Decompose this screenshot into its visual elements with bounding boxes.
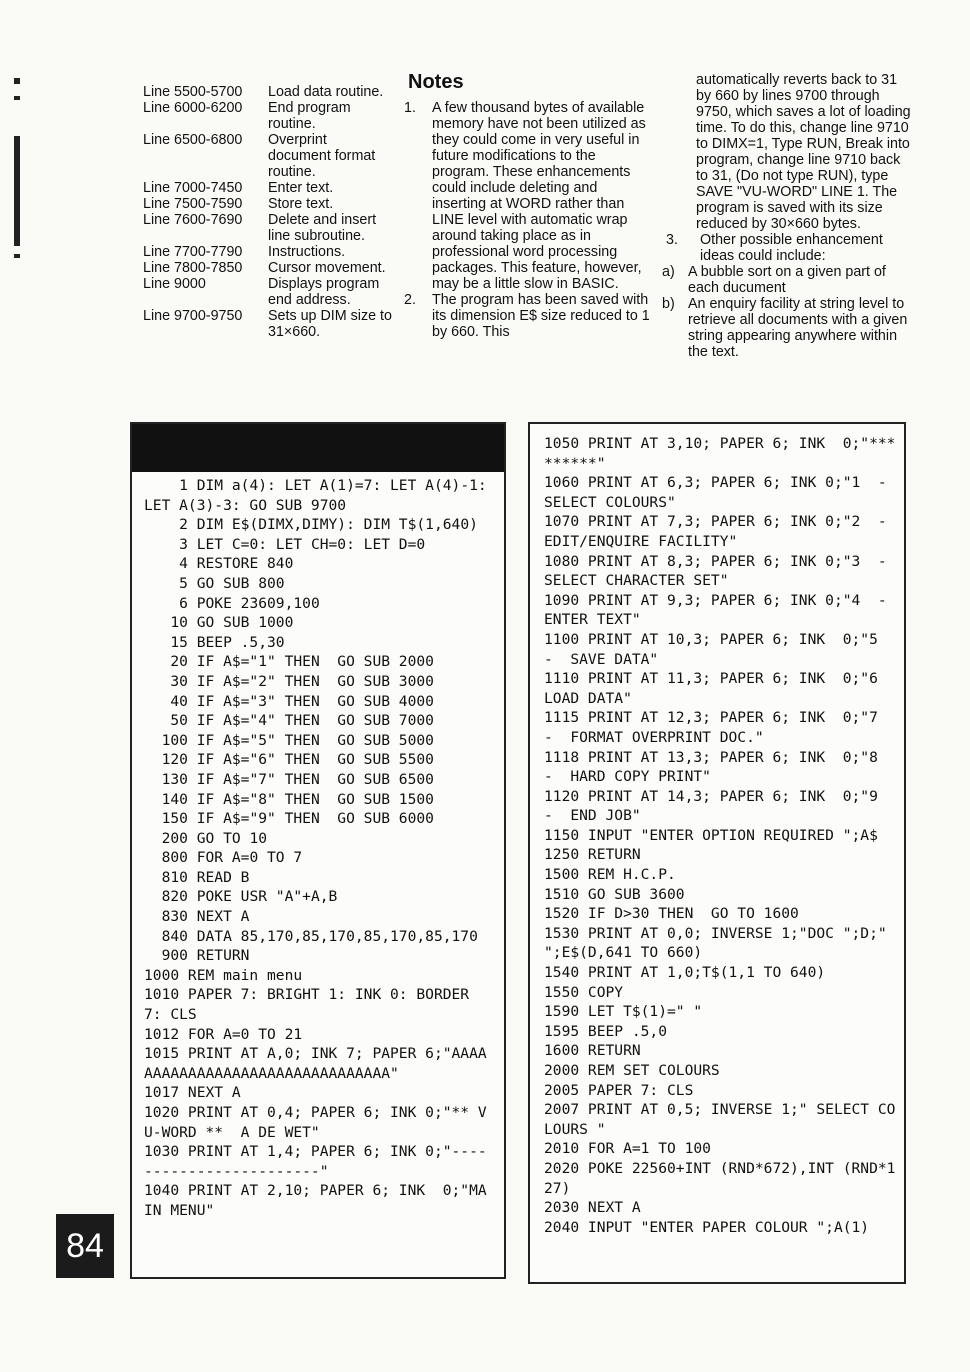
note-1 — [400, 100, 650, 292]
program-listing-left: 1 DIM a(4): LET A(1)=7: LET A(4)-1: LET A(3)-3: GO SUB 9700 2 DIM E$(DIMX,DIMY): DIM T$(1,640) 3 LET C=0: LET CH=0: LET D=0 4 RESTORE 840 5 GO SUB 800 6 POKE 23609,100 10 GO SUB 1000 15 BEEP .5,30 20 IF A$="1" THEN GO SUB 2000 30 IF A$="2" THEN GO SUB 3000 40 IF A$="3" THEN GO SUB 4000 50 IF A$="4" THEN GO SUB 7000 100 IF A$="5" THEN GO SUB 5000 120 IF A$="6" THEN GO SUB 5500 130 IF A$="7" THEN GO SUB 6500 140 IF A$="8" THEN GO SUB 1500 150 IF A$="9" THEN GO SUB 6000 200 GO TO 10 800 FOR A=0 TO 7 810 READ B 820 POKE USR "A"+A,B 830 NEXT A 840 DATA 85,170,85,170,85,170,85,170 900 RETURN 1000 REM main menu 1010 PAPER 7: BRIGHT 1: INK 0: BORDER 7: CLS 1012 FOR A=0 TO 21 1015 PRINT AT A,0; INK 7; PAPER 6;"AAAAAAAAAAAAAAAAAAAAAAAAAAAAAAAA" 1017 NEXT A 1020 PRINT AT 0,4; PAPER 6; INK 0;"** VU-WORD ** A DE WET" 1030 PRINT AT 1,4; PAPER 6; INK 0;"------------------------" 1040 PRINT AT 2,10; PAPER 6; INK 0;"MAIN MENU" — [144, 477, 487, 1219]
line-reference-table — [143, 84, 393, 340]
line-description: Cursor movement. — [268, 260, 386, 276]
table-row — [143, 212, 393, 244]
listing-left-box — [130, 422, 506, 1279]
note-3 — [662, 232, 914, 264]
line-range: Line 9000 — [143, 276, 206, 292]
program-listing-right: 1050 PRINT AT 3,10; PAPER 6; INK 0;"*********" 1060 PRINT AT 6,3; PAPER 6; INK 0;"1 - SELECT COLOURS" 1070 PRINT AT 7,3; PAPER 6; INK 0;"2 - EDIT/ENQUIRE FACILITY" 1080 PRINT AT 8,3; PAPER 6; INK 0;"3 - SELECT CHARACTER SET" 1090 PRINT AT 9,3; PAPER 6; INK 0;"4 - ENTER TEXT" 1100 PRINT AT 10,3; PAPER 6; INK 0;"5 - SAVE DATA" 1110 PRINT AT 11,3; PAPER 6; INK 0;"6 LOAD DATA" 1115 PRINT AT 12,3; PAPER 6; INK 0;"7 - FORMAT OVERPRINT DOC." 1118 PRINT AT 13,3; PAPER 6; INK 0;"8 - HARD COPY PRINT" 1120 PRINT AT 14,3; PAPER 6; INK 0;"9 - END JOB" 1150 INPUT "ENTER OPTION REQUIRED ";A$ 1250 RETURN 1500 REM H.C.P. 1510 GO SUB 3600 1520 IF D>30 THEN GO TO 1600 1530 PRINT AT 0,0; INVERSE 1;"DOC ";D;" ";E$(D,641 TO 660) 1540 PRINT AT 1,0;T$(1,1 TO 640) 1550 COPY 1590 LET T$(1)=" " 1595 BEEP .5,0 1600 RETURN 2000 REM SET COLOURS 2005 PAPER 7: CLS 2007 PRINT AT 0,5; INVERSE 1;" SELECT COLOURS " 2010 FOR A=1 TO 100 2020 POKE 22560+INT (RND*672),INT (RND*127) 2030 NEXT A 2040 INPUT "ENTER PAPER COLOUR ";A(1) — [544, 435, 896, 1236]
note-text: A few thousand bytes of available memory have not been utilized as they could come in very useful in future modifications to the program. These enhancements could include deleting and inserting at WORD rather than LINE level with automatic wrap around taking place as in professional word processing packages. This feature, however, may be a little slow in BASIC. — [432, 100, 646, 292]
line-range: Line 5500-5700 — [143, 84, 243, 100]
binding-marks — [14, 78, 20, 258]
note-3b — [662, 296, 914, 360]
notes-column-continued — [662, 72, 914, 360]
line-description: Sets up DIM size to 31×660. — [268, 308, 392, 340]
note-item-key: a) — [662, 264, 675, 280]
line-description: Overprint document format routine. — [268, 132, 376, 180]
table-row — [143, 180, 393, 196]
line-range: Line 7600-7690 — [143, 212, 243, 228]
listing-header-bar — [132, 424, 504, 472]
line-description: Load data routine. — [268, 84, 384, 100]
line-range: Line 6000-6200 — [143, 100, 243, 116]
line-description: End program routine. — [268, 100, 351, 132]
line-description: Store text. — [268, 196, 334, 212]
note-number: 2. — [404, 292, 416, 308]
notes-heading: Notes — [408, 71, 464, 93]
line-description: Displays program end address. — [268, 276, 380, 308]
table-row — [143, 244, 393, 260]
line-description: Delete and insert line subroutine. — [268, 212, 377, 244]
table-row — [143, 276, 393, 308]
table-row — [143, 84, 393, 100]
note-item-text: An enquiry facility at string level to retrieve all documents with a given string appearing anywhere within the text. — [688, 296, 908, 360]
notes-column — [400, 71, 650, 340]
line-range: Line 7000-7450 — [143, 180, 243, 196]
table-row — [143, 308, 393, 340]
line-description: Enter text. — [268, 180, 334, 196]
page-number: 84 — [56, 1214, 114, 1278]
line-range: Line 7800-7850 — [143, 260, 243, 276]
table-row — [143, 132, 393, 180]
line-range: Line 7500-7590 — [143, 196, 243, 212]
note-number: 3. — [666, 232, 678, 248]
table-row — [143, 260, 393, 276]
line-range: Line 9700-9750 — [143, 308, 243, 324]
note-2-continued: automatically reverts back to 31 by 660 by lines 9700 through 9750, which saves a lot of loading time. To do this, change line 9710 to DIMX=1, Type RUN, Break into program, change line 9710 back to 31, (Do not type RUN), type SAVE "VU-WORD" LINE 1. The program is saved with its size reduced by 30×660 bytes. — [696, 72, 911, 232]
table-row — [143, 196, 393, 212]
note-item-text: A bubble sort on a given part of each ducument — [688, 264, 886, 296]
note-item-key: b) — [662, 296, 675, 312]
line-range: Line 7700-7790 — [143, 244, 243, 260]
note-2 — [400, 292, 650, 340]
line-description: Instructions. — [268, 244, 346, 260]
note-text: Other possible enhancement ideas could include: — [700, 232, 883, 264]
listing-right-box — [528, 422, 906, 1284]
note-3a — [662, 264, 914, 296]
line-range: Line 6500-6800 — [143, 132, 243, 148]
note-number: 1. — [404, 100, 416, 116]
note-text: The program has been saved with its dimension E$ size reduced to 1 by 660. This — [432, 292, 650, 340]
table-row — [143, 100, 393, 132]
